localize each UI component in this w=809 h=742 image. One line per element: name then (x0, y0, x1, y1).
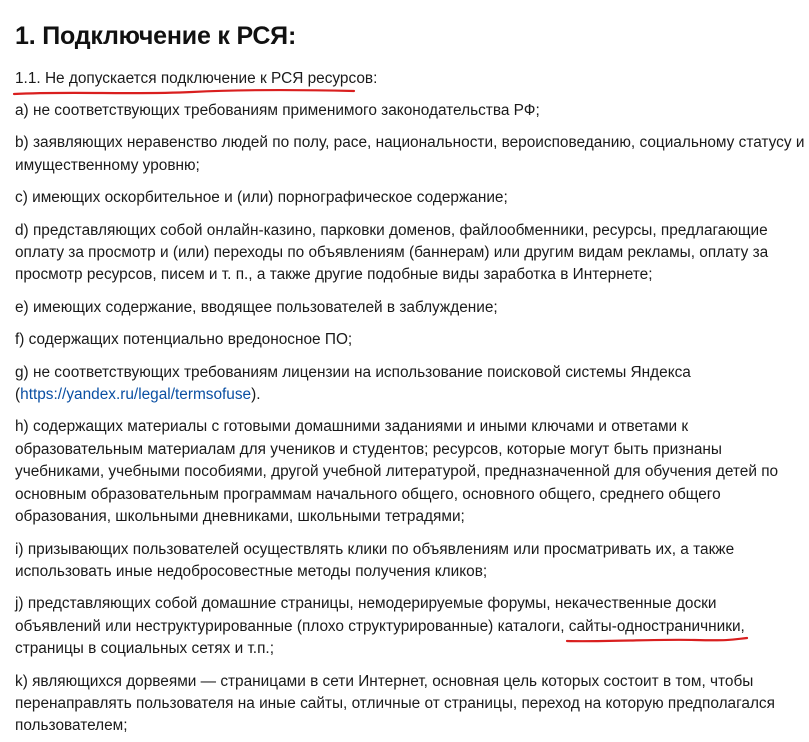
list-item-g-text: g) не соответствующих требованиям лицензии на использование поисковой системы Яндекса ( (15, 363, 691, 404)
list-item-d: d) представляющих собой онлайн-казино, парковки доменов, файлообменники, ресурсы, предлагающие оплату за просмотр и (или) переходы по объявлениям (баннерам) или другим видам рекламы, оплату за просмотр ресурсов, писем и т. п., а также другие подобные виды заработка в Интернете; (15, 221, 769, 284)
list-item-k: k) являющихся дорвеями — страницами в сети Интернет, основная цель которых состоит в том, чтобы перенаправлять пользователя на иные сайты, отличные от страницы, переход на которую предполагался пользователем; (15, 672, 775, 735)
list-item-j-text: j) представляющих собой домашние страницы, немодерируемые форумы, некачественные доски объявлений или неструктурированные (плохо структурированные) каталоги, (15, 595, 717, 635)
red-underline-annotation (12, 86, 357, 98)
list-item-c: c) имеющих оскорбительное и (или) порнографическое содержание; (15, 189, 508, 207)
list-item-b: b) заявляющих неравенство людей по полу, расе, национальности, вероисповеданию, социальному статусу и имущественному уровню; (15, 134, 805, 174)
highlighted-phrase (569, 618, 741, 635)
subheading-text: 1.1. Не допускается подключение к РСЯ ресурсов: (15, 70, 378, 87)
list-item-e: e) имеющих содержание, вводящее пользователей в заблуждение; (15, 298, 498, 316)
document-content (15, 18, 805, 738)
list-item-h: h) содержащих материалы с готовыми домашними заданиями и иными ключами и ответами к образовательным материалам для учеников и студентов; ресурсов, которые могут быть признаны учебниками, учебными пособиями, другой учебной литературой, предназначенной для обучения детей по основным образовательным программам начального общего, основного общего, среднего общего образования, школьными дневниками, школьными тетрадями; (15, 418, 779, 526)
page-title: 1. Подключение к РСЯ: (15, 22, 297, 50)
list-item-i: i) призывающих пользователей осуществлять клики по объявлениям или просматривать их, а также использовать иные недобросовестные методы получения кликов; (15, 540, 735, 580)
list-item-j-end: , страницы в социальных сетях и т.п.; (15, 617, 745, 658)
red-underline-annotation-2 (565, 634, 750, 646)
list-item-a: a) не соответствующих требованиям применимого законодательства РФ; (15, 102, 540, 119)
highlighted-phrase-text: сайты-одностраничники (568, 617, 741, 635)
list-item-j (15, 593, 805, 660)
terms-of-use-link[interactable]: https://yandex.ru/legal/termsofuse (20, 386, 252, 404)
list-item-f: f) содержащих потенциально вредоносное ПО; (15, 331, 353, 349)
section-subheading (15, 68, 377, 90)
list-item-g-end: ). (251, 386, 261, 404)
list-item-g (15, 362, 805, 407)
